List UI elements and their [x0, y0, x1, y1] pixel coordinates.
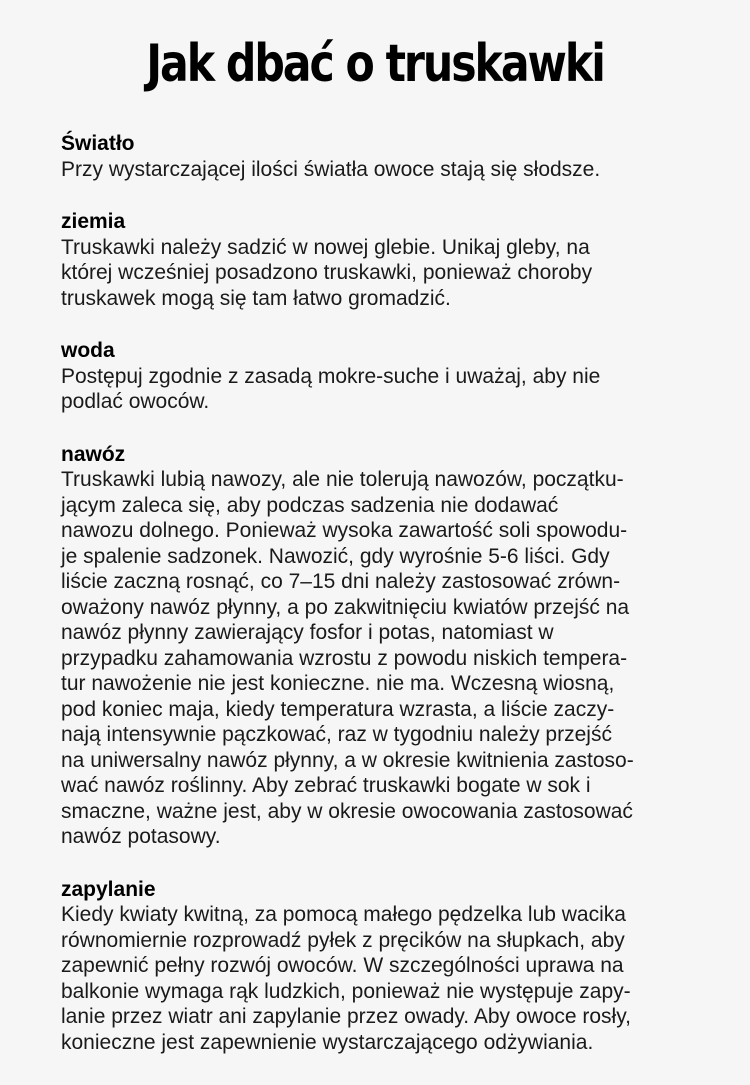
text-line: wać nawóz roślinny. Aby zebrać truskawki bogate w sok i	[61, 774, 591, 797]
text-line: Truskawki należy sadzić w nowej glebie. Unikaj gleby, na	[61, 235, 590, 259]
text-line: zapewnić pełny rozwój owoców. W szczególności uprawa na	[61, 954, 624, 977]
section-body	[61, 467, 701, 850]
text-line: liście zaczną rosnąć, co 7–15 dni należy zastosować zrówn-	[61, 570, 621, 593]
page-title: Jak dbać o truskawki	[146, 34, 604, 94]
text-line: lanie przez wiatr ani zapylanie przez owady. Aby owoce rosły,	[61, 1005, 631, 1028]
text-line: Kiedy kwiaty kwitną, za pomocą małego pędzelka lub wacika	[61, 903, 626, 926]
text-line: konieczne jest zapewnienie wystarczającego odżywiania.	[61, 1030, 594, 1054]
section-ziemia	[61, 209, 701, 311]
section-heading: nawóz	[61, 442, 126, 466]
text-line: oważony nawóz płynny, a po zakwitnięciu kwiatów przejść na	[61, 595, 630, 619]
text-line: nawóz potasowy.	[61, 825, 221, 848]
section-nawoz	[61, 442, 701, 850]
text-line: jącym zaleca się, aby podczas sadzenia nie dodawać	[61, 493, 559, 517]
section-heading: zapylanie	[61, 877, 156, 901]
text-line: balkonie wymaga rąk ludzkich, ponieważ nie występuje zapy-	[61, 979, 631, 1003]
text-line: truskawek mogą się tam łatwo gromadzić.	[61, 286, 451, 310]
text-line: Postępuj zgodnie z zasadą mokre-suche i uważaj, aby nie	[61, 364, 601, 388]
text-line: nawozu dolnego. Ponieważ wysoka zawartość soli spowodu-	[61, 519, 628, 542]
text-line: przypadku zahamowania wzrostu z powodu niskich tempera-	[61, 646, 628, 670]
text-line: której wcześniej posadzono truskawki, ponieważ choroby	[61, 261, 593, 284]
section-swiatlo	[61, 131, 701, 182]
section-heading: Światło	[61, 132, 135, 155]
section-zapylanie	[61, 877, 701, 1056]
text-line: pod koniec maja, kiedy temperatura wzrasta, a liście zaczy-	[61, 697, 615, 721]
text-line: równomiernie rozprowadź pyłek z pręcików na słupkach, aby	[61, 928, 625, 952]
document-content	[61, 131, 701, 1082]
section-body	[61, 235, 701, 312]
text-line: Przy wystarczającej ilości światła owoce stają się słodsze.	[61, 157, 601, 181]
text-line: nawóz płynny zawierający fosfor i potas, natomiast w	[61, 621, 554, 644]
text-line: smaczne, ważne jest, aby w okresie owocowania zastosować	[61, 799, 633, 823]
text-line: tur nawożenie nie jest konieczne. nie ma. Wczesną wiosną,	[61, 672, 615, 695]
section-body	[61, 902, 701, 1055]
text-line: je spalenie sadzonek. Nawozić, gdy wyrośnie 5-6 liści. Gdy	[61, 544, 610, 568]
text-line: Truskawki lubią nawozy, ale nie tolerują nawozów, początku-	[61, 468, 624, 491]
section-body	[61, 157, 701, 183]
section-woda	[61, 338, 701, 415]
text-line: na uniwersalny nawóz płynny, a w okresie kwitnienia zastoso-	[61, 748, 634, 772]
text-line: podlać owoców.	[61, 390, 210, 413]
section-body	[61, 364, 701, 415]
text-line: nają intensywnie pączkować, raz w tygodniu należy przejść	[61, 723, 612, 746]
section-heading: ziemia	[61, 210, 126, 233]
section-heading: woda	[61, 339, 115, 362]
